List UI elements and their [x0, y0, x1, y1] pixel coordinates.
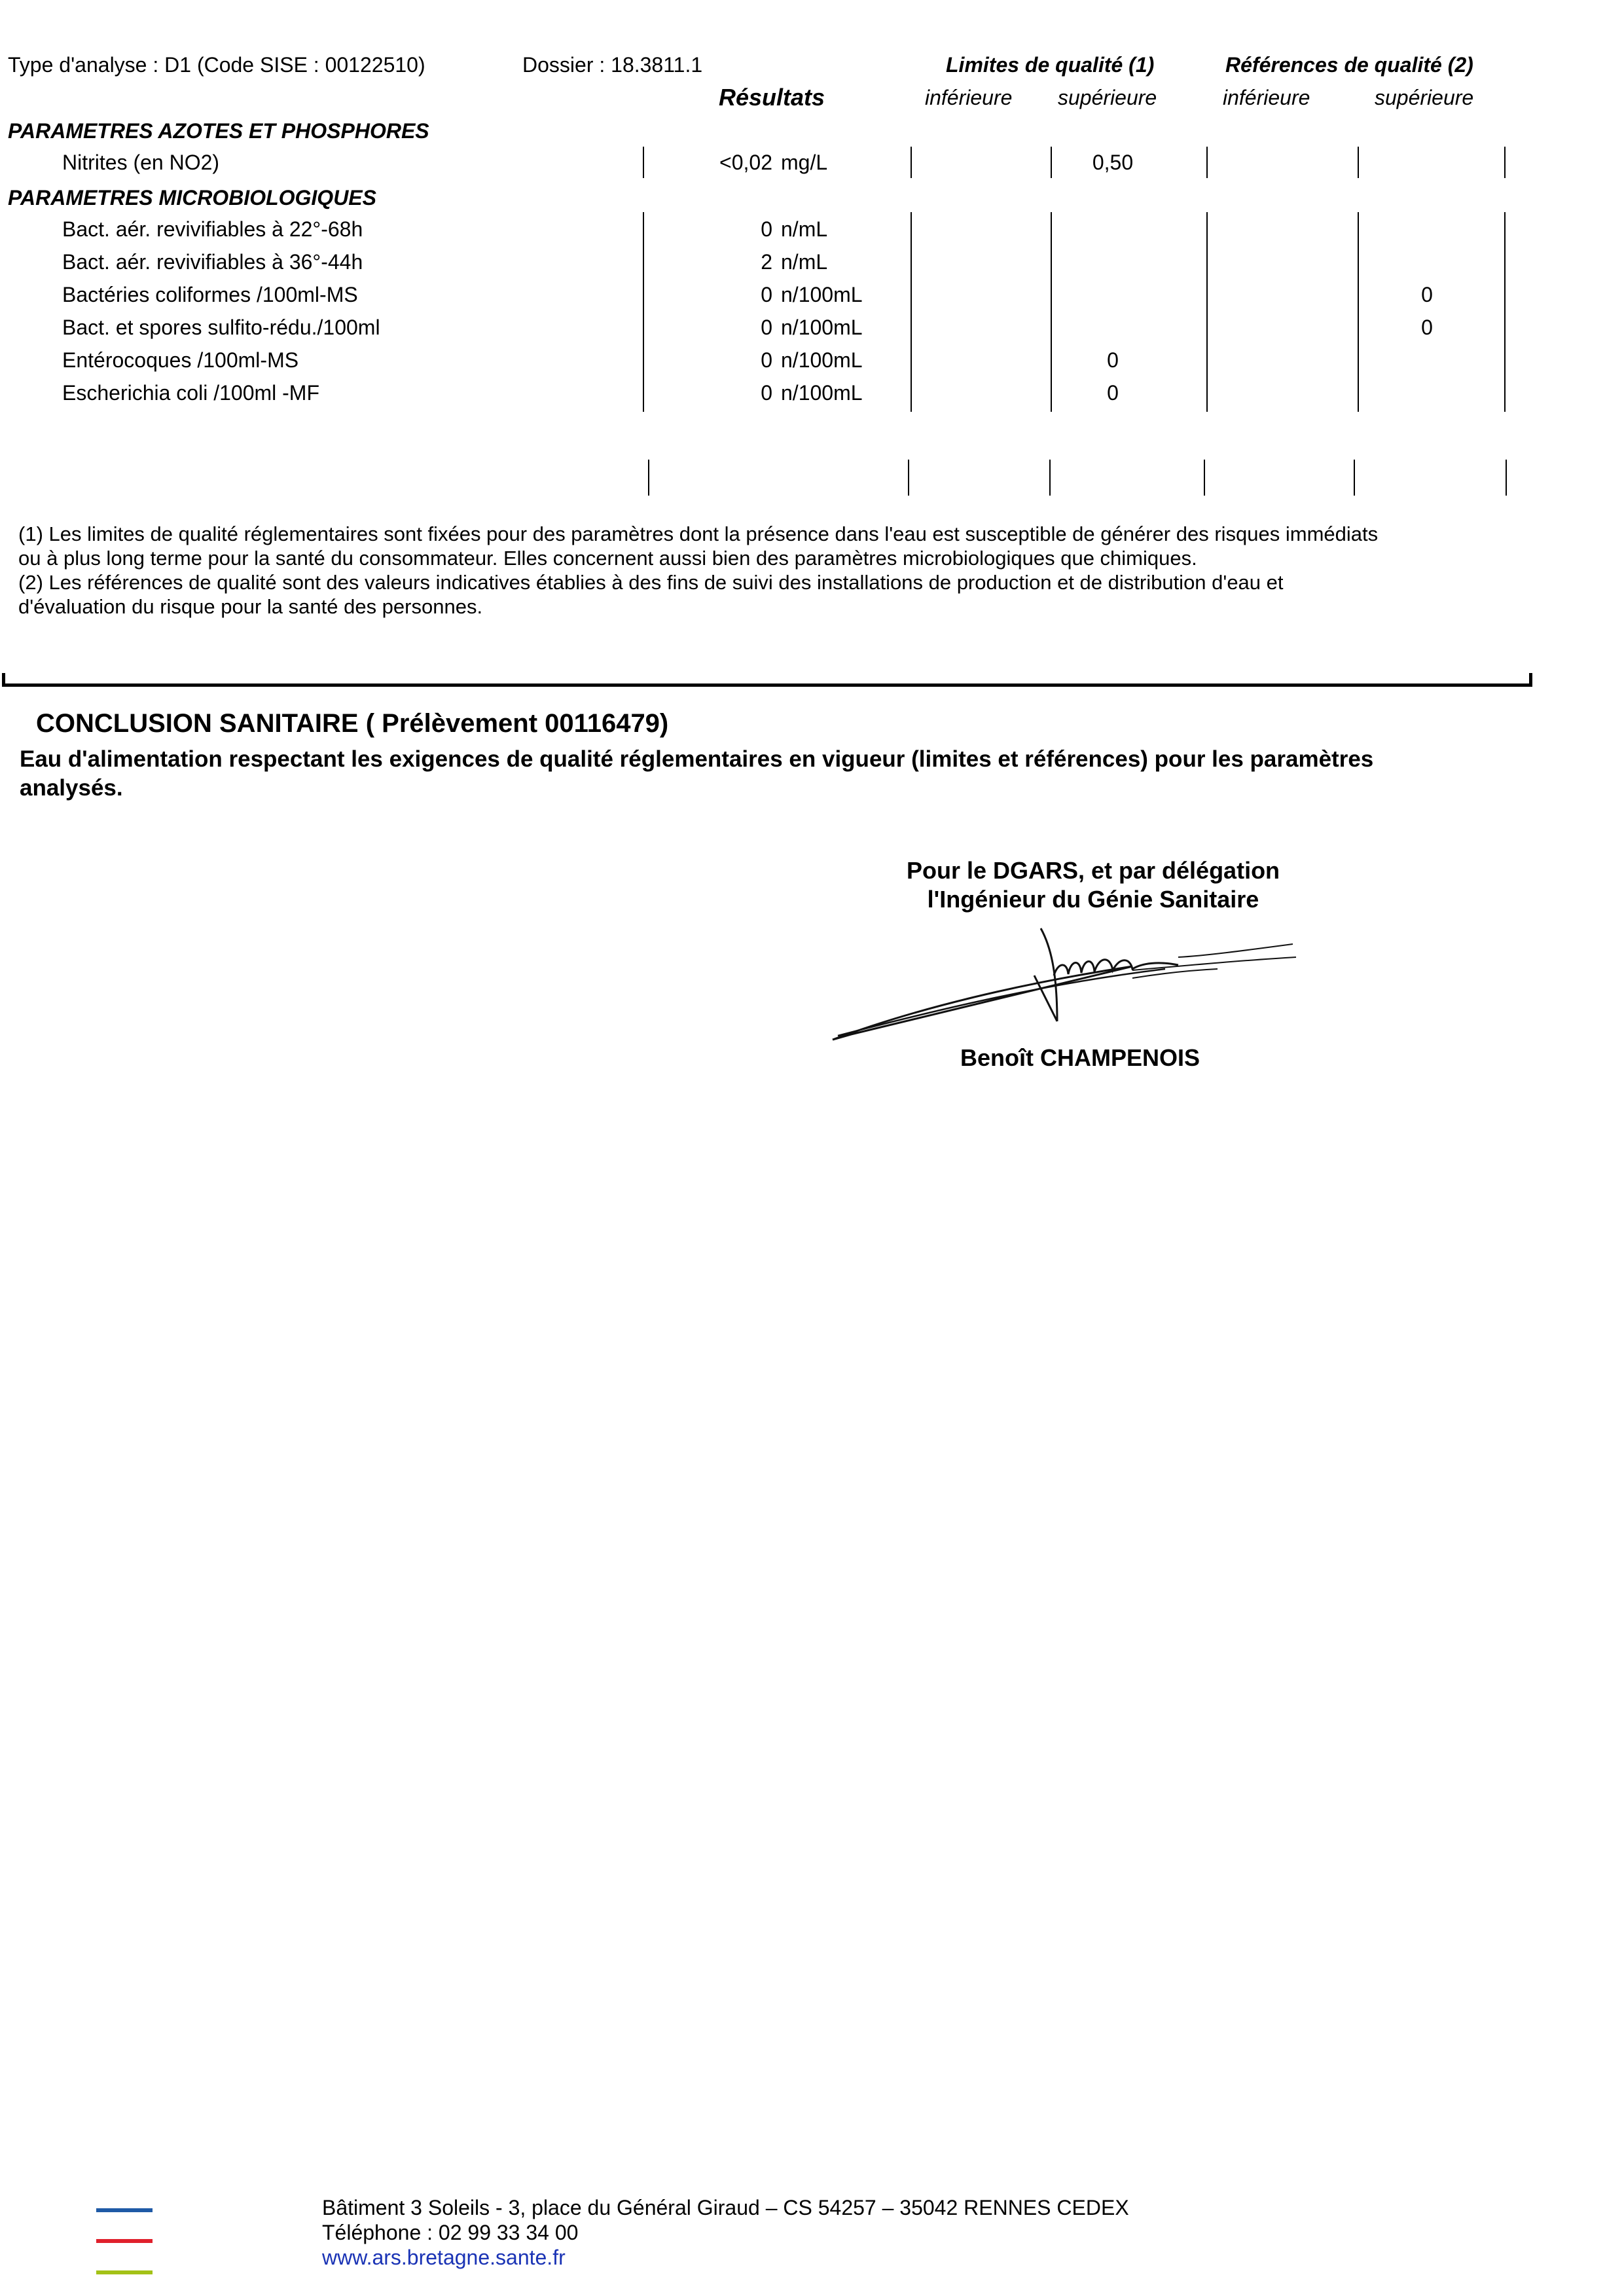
lim-sup-value: 0	[1107, 381, 1119, 405]
note-line: (1) Les limites de qualité réglementaires sont fixées pour des paramètres dont la présence dans l'eau est susceptible de générer des risques immédiats	[18, 522, 1379, 545]
note-line: ou à plus long terme pour la santé du consommateur. Elles concernent aussi bien des paramètres microbiologiques que chimiques.	[18, 547, 1197, 570]
section-divider	[2, 673, 1532, 687]
green-bar	[96, 2270, 153, 2274]
section-title-microbiologiques: PARAMETRES MICROBIOLOGIQUES	[8, 186, 376, 210]
telephone-line: Téléphone : 02 99 33 34 00	[322, 2221, 579, 2244]
result-value: 0	[761, 348, 772, 372]
ref-sup-value: 0	[1421, 283, 1433, 306]
resultats-header: Résultats	[719, 84, 825, 111]
ref-sup-value: 0	[1421, 316, 1433, 339]
section-title-azotes: PARAMETRES AZOTES ET PHOSPHORES	[8, 119, 429, 143]
website-link[interactable]: www.ars.bretagne.sante.fr	[322, 2246, 566, 2269]
param-name: Entérocoques /100ml-MS	[62, 348, 299, 372]
result-unit: n/100mL	[781, 316, 863, 339]
analysis-type: Type d'analyse : D1 (Code SISE : 00122510)	[8, 53, 425, 77]
conclusion-title: CONCLUSION SANITAIRE ( Prélèvement 00116479)	[36, 709, 669, 738]
signature-authority	[838, 856, 1348, 914]
result-unit: n/100mL	[781, 348, 863, 372]
result-unit: n/100mL	[781, 283, 863, 306]
limites-inferieure-header: inférieure	[925, 86, 1013, 109]
result-value: 0	[761, 283, 772, 306]
handwritten-signature	[825, 910, 1322, 1061]
note-line: (2) Les références de qualité sont des valeurs indicatives établies à des fins de suivi des installations de production et de distribution d'eau et	[18, 571, 1284, 594]
references-qualite-header: Références de qualité (2)	[1225, 53, 1473, 77]
signature-line: l'Ingénieur du Génie Sanitaire	[927, 886, 1259, 913]
lim-sup-value: 0,50	[1092, 151, 1134, 174]
address-line: Bâtiment 3 Soleils - 3, place du Général Giraud – CS 54257 – 35042 RENNES CEDEX	[322, 2196, 1129, 2219]
references-inferieure-header: inférieure	[1223, 86, 1310, 109]
dossier-number: Dossier : 18.3811.1	[522, 53, 703, 77]
result-value: 0	[761, 381, 772, 405]
red-bar	[96, 2239, 153, 2243]
result-value: 2	[761, 250, 772, 274]
result-value: 0	[761, 217, 772, 241]
result-unit: n/100mL	[781, 381, 863, 405]
param-name: Bactéries coliformes /100ml-MS	[62, 283, 358, 306]
conclusion-text	[20, 745, 1373, 803]
result-unit: n/mL	[781, 217, 828, 241]
lim-sup-value: 0	[1107, 348, 1119, 372]
signatory-name: Benoît CHAMPENOIS	[960, 1044, 1200, 1071]
signature-line: Pour le DGARS, et par délégation	[906, 857, 1280, 884]
footer-address	[322, 2195, 1129, 2270]
param-name: Escherichia coli /100ml -MF	[62, 381, 319, 405]
conclusion-line: analysés.	[20, 775, 123, 801]
blue-bar	[96, 2208, 153, 2212]
limites-qualite-header: Limites de qualité (1)	[946, 53, 1155, 77]
conclusion-line: Eau d'alimentation respectant les exigences de qualité réglementaires en vigueur (limites et références) pour les paramètres	[20, 746, 1374, 772]
param-name: Nitrites (en NO2)	[62, 151, 220, 174]
result-unit: n/mL	[781, 250, 828, 274]
footnotes	[18, 522, 1378, 619]
result-value: <0,02	[719, 151, 772, 174]
limites-superieure-header: supérieure	[1058, 86, 1157, 109]
param-name: Bact. aér. revivifiables à 22°-68h	[62, 217, 363, 241]
param-name: Bact. aér. revivifiables à 36°-44h	[62, 250, 363, 274]
references-superieure-header: supérieure	[1375, 86, 1474, 109]
result-value: 0	[761, 316, 772, 339]
note-line: d'évaluation du risque pour la santé des personnes.	[18, 595, 483, 618]
param-name: Bact. et spores sulfito-rédu./100ml	[62, 316, 380, 339]
result-unit: mg/L	[781, 151, 828, 174]
